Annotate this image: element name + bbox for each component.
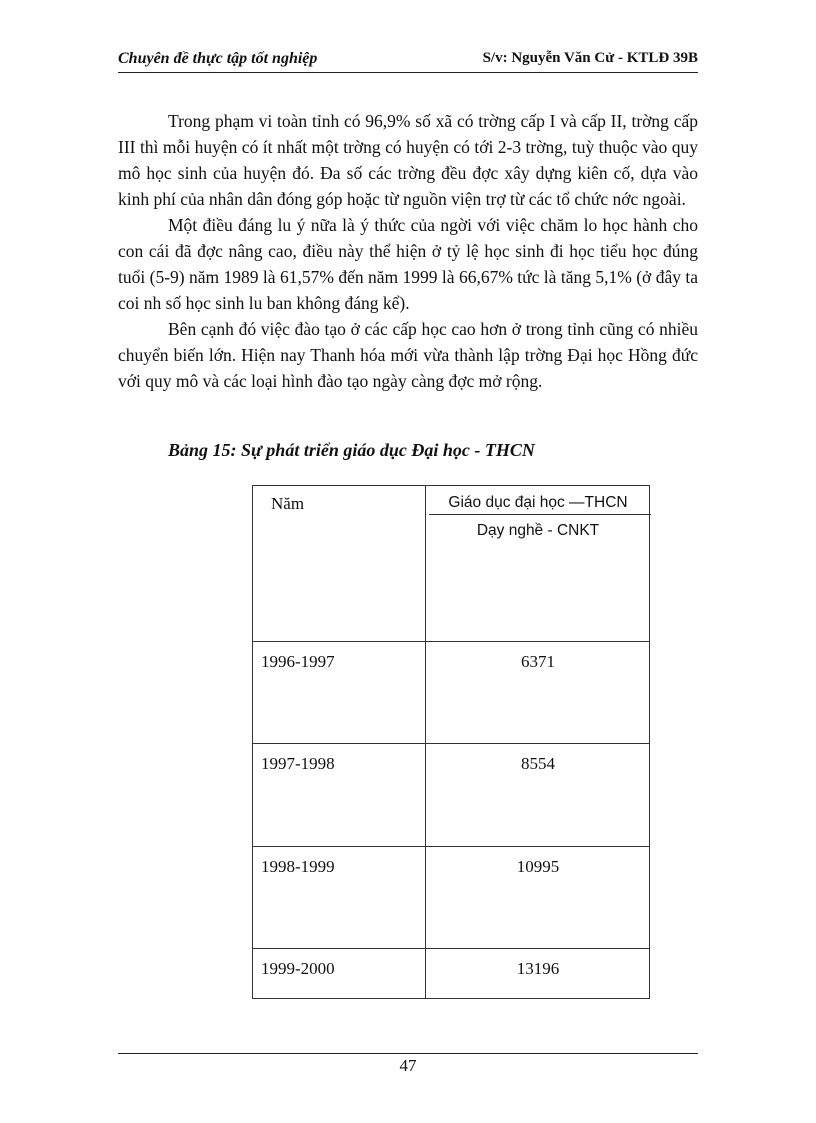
header-rule: [118, 72, 698, 73]
header-document-title: Chuyên đề thực tập tốt nghiệp: [118, 50, 318, 67]
table-title: Bảng 15: Sự phát triển giáo dục Đại học - THCN: [168, 440, 535, 460]
table-row-value: 8554: [521, 754, 555, 773]
row-divider: [253, 846, 649, 847]
header-vocational: Dạy nghề - CNKT: [476, 522, 600, 539]
paragraph: Bên cạnh đó việc đào tạo ở các cấp học cao hơn ở trong tỉnh cũng có nhiều chuyển biến lớn. Hiện nay Thanh hóa mới vừa thành lập trờng Đại học Hồng đức với quy mô và các loại hình đào tạo ngày càng đợc mở rộng.: [118, 319, 698, 391]
table-row-year: 1996-1997: [261, 652, 335, 671]
header-underline: [429, 514, 651, 515]
table-row-value: 13196: [516, 959, 560, 978]
paragraph: Trong phạm vi toàn tỉnh có 96,9% số xã có trờng cấp I và cấp II, trờng cấp III thì mỗi huyện có ít nhất một trờng có huyện có tới 2-3 trờng, tuỳ thuộc vào quy mô học sinh của huyện đó. Đa số các trờng đều đợc xây dựng kiên cố, dựa vào kinh phí của nhân dân đóng góp hoặc từ nguồn viện trợ từ các tổ chức nớc ngoài.: [118, 111, 698, 209]
header-student-name: S/v: Nguyễn Văn Cử - KTLĐ 39B: [482, 50, 698, 66]
table-row-year: 1997-1998: [261, 754, 335, 773]
table-row-value: 6371: [521, 652, 555, 671]
row-divider: [253, 948, 649, 949]
header-year: Năm: [271, 494, 305, 513]
row-divider: [253, 641, 649, 642]
table-row-value: 10995: [516, 857, 560, 876]
data-table: [252, 485, 650, 999]
body-text: [118, 108, 698, 394]
row-divider: [253, 743, 649, 744]
page-header: [118, 50, 698, 72]
paragraph: Một điều đáng lu ý nữa là ý thức của ngời với việc chăm lo học hành cho con cái đã đợc nâng cao, điều này thể hiện ở tỷ lệ học sinh đi học tiểu học đúng tuổi (5-9) năm 1989 là 61,57% đến năm 1999 là 66,67% tức là tăng 5,1% (ở đây ta coi nh số học sinh lu ban không đáng kể).: [118, 215, 698, 313]
footer-rule: [118, 1053, 698, 1054]
table-row-year: 1999-2000: [261, 959, 335, 978]
page-number: 47: [399, 1056, 417, 1075]
table-row-year: 1998-1999: [261, 857, 335, 876]
header-higher-education: Giáo dục đại học —THCN: [448, 494, 628, 511]
column-divider: [425, 486, 426, 998]
